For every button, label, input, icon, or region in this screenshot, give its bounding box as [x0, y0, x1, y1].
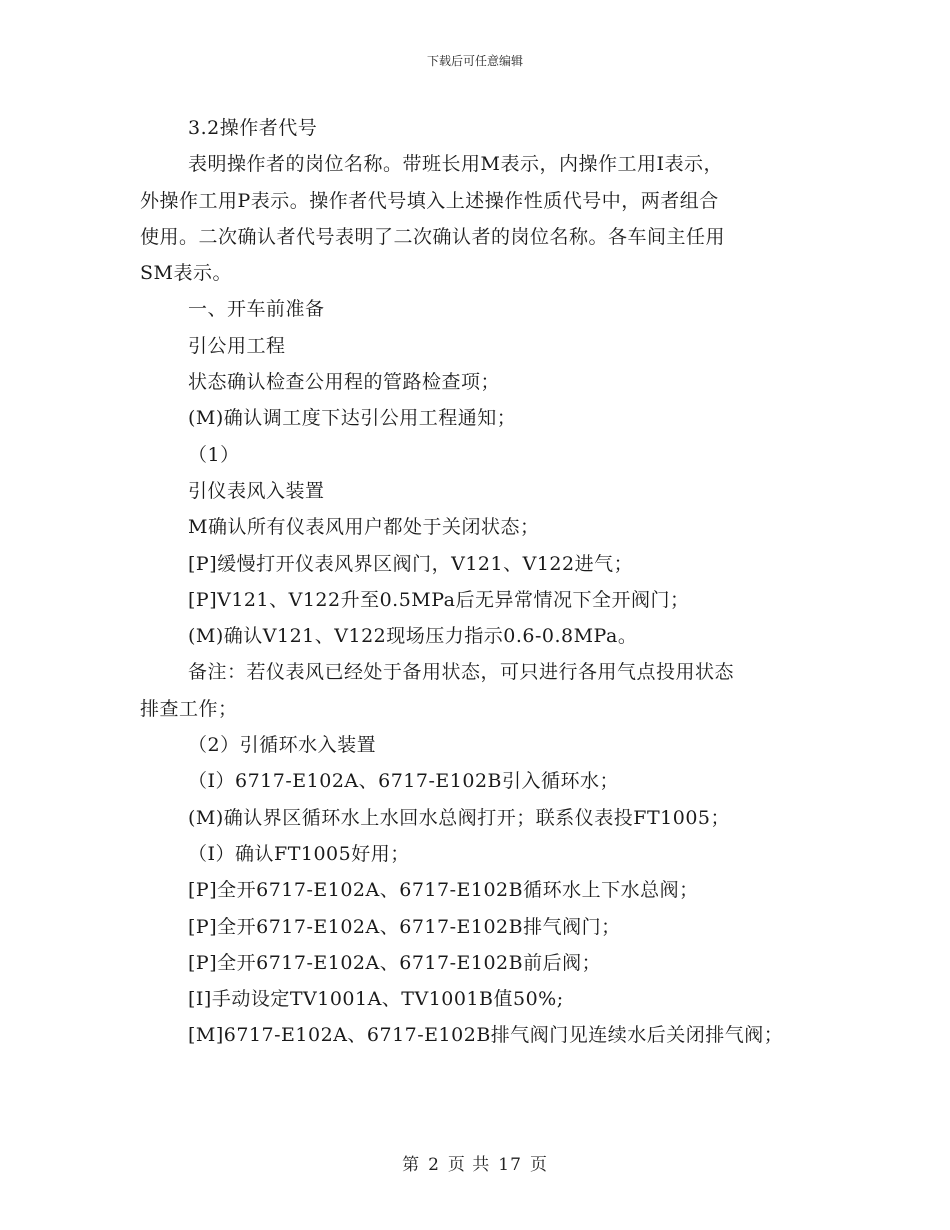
footer-page-number: 2: [428, 1155, 440, 1175]
text-line: 备注：若仪表风已经处于备用状态，可只进行各用气点投用状态: [188, 661, 735, 684]
footer-suffix: 页: [529, 1155, 548, 1175]
text-line: （I）6717-E102A、6717-E102B引入循环水；: [188, 770, 620, 793]
page-footer: [0, 1154, 950, 1176]
text-line: 状态确认检查公用程的管路检查项；: [188, 371, 501, 394]
footer-prefix: 第: [402, 1155, 421, 1175]
text-line: 排查工作；: [140, 697, 238, 720]
text-line: （I）确认FT1005好用；: [188, 842, 410, 865]
text-line: SM表示。: [140, 262, 232, 285]
text-line: [I]手动设定TV1001A、TV1001B值50%;: [188, 988, 564, 1011]
text-line: [P]全开6717-E102A、6717-E102B排气阀门；: [188, 915, 621, 938]
text-line: [P]全开6717-E102A、6717-E102B前后阀；: [188, 951, 602, 974]
text-line: 使用。二次确认者代号表明了二次确认者的岗位名称。各车间主任用: [140, 225, 726, 248]
text-line: 一、开车前准备: [188, 298, 325, 321]
text-line: (M)确认调工度下达引公用工程通知；: [188, 407, 517, 430]
text-line: 引仪表风入装置: [188, 479, 325, 502]
text-line: M确认所有仪表风用户都处于关闭状态；: [188, 516, 540, 539]
page-header: 下载后可任意编辑: [426, 54, 523, 68]
footer-total-pages: 17: [498, 1155, 522, 1175]
text-line: [P]缓慢打开仪表风界区阀门，V121、V122进气；: [188, 552, 634, 575]
text-line: [P]V121、V122升至0.5MPa后无异常情况下全开阀门；: [188, 588, 690, 611]
text-line: 外操作工用P表示。操作者代号填入上述操作性质代号中，两者组合: [140, 189, 719, 212]
text-line: [P]全开6717-E102A、6717-E102B循环水上下水总阀；: [188, 879, 699, 902]
text-line: 表明操作者的岗位名称。带班长用M表示，内操作工用I表示，: [188, 153, 723, 176]
text-line: [M]6717-E102A、6717-E102B排气阀门见连续水后关闭排气阀；: [188, 1024, 784, 1047]
text-line: （2）引循环水入装置: [188, 734, 377, 757]
document-body: [140, 110, 800, 1054]
text-line: (M)确认V121、V122现场压力指示0.6-0.8MPa。: [188, 625, 638, 648]
footer-middle: 页 共: [447, 1155, 491, 1175]
text-line: 引公用工程: [188, 334, 286, 357]
text-line: （1）: [188, 443, 240, 466]
text-line: 3.2操作者代号: [188, 117, 318, 139]
text-line: (M)确认界区循环水上水回水总阀打开；联系仪表投FT1005；: [188, 806, 730, 829]
